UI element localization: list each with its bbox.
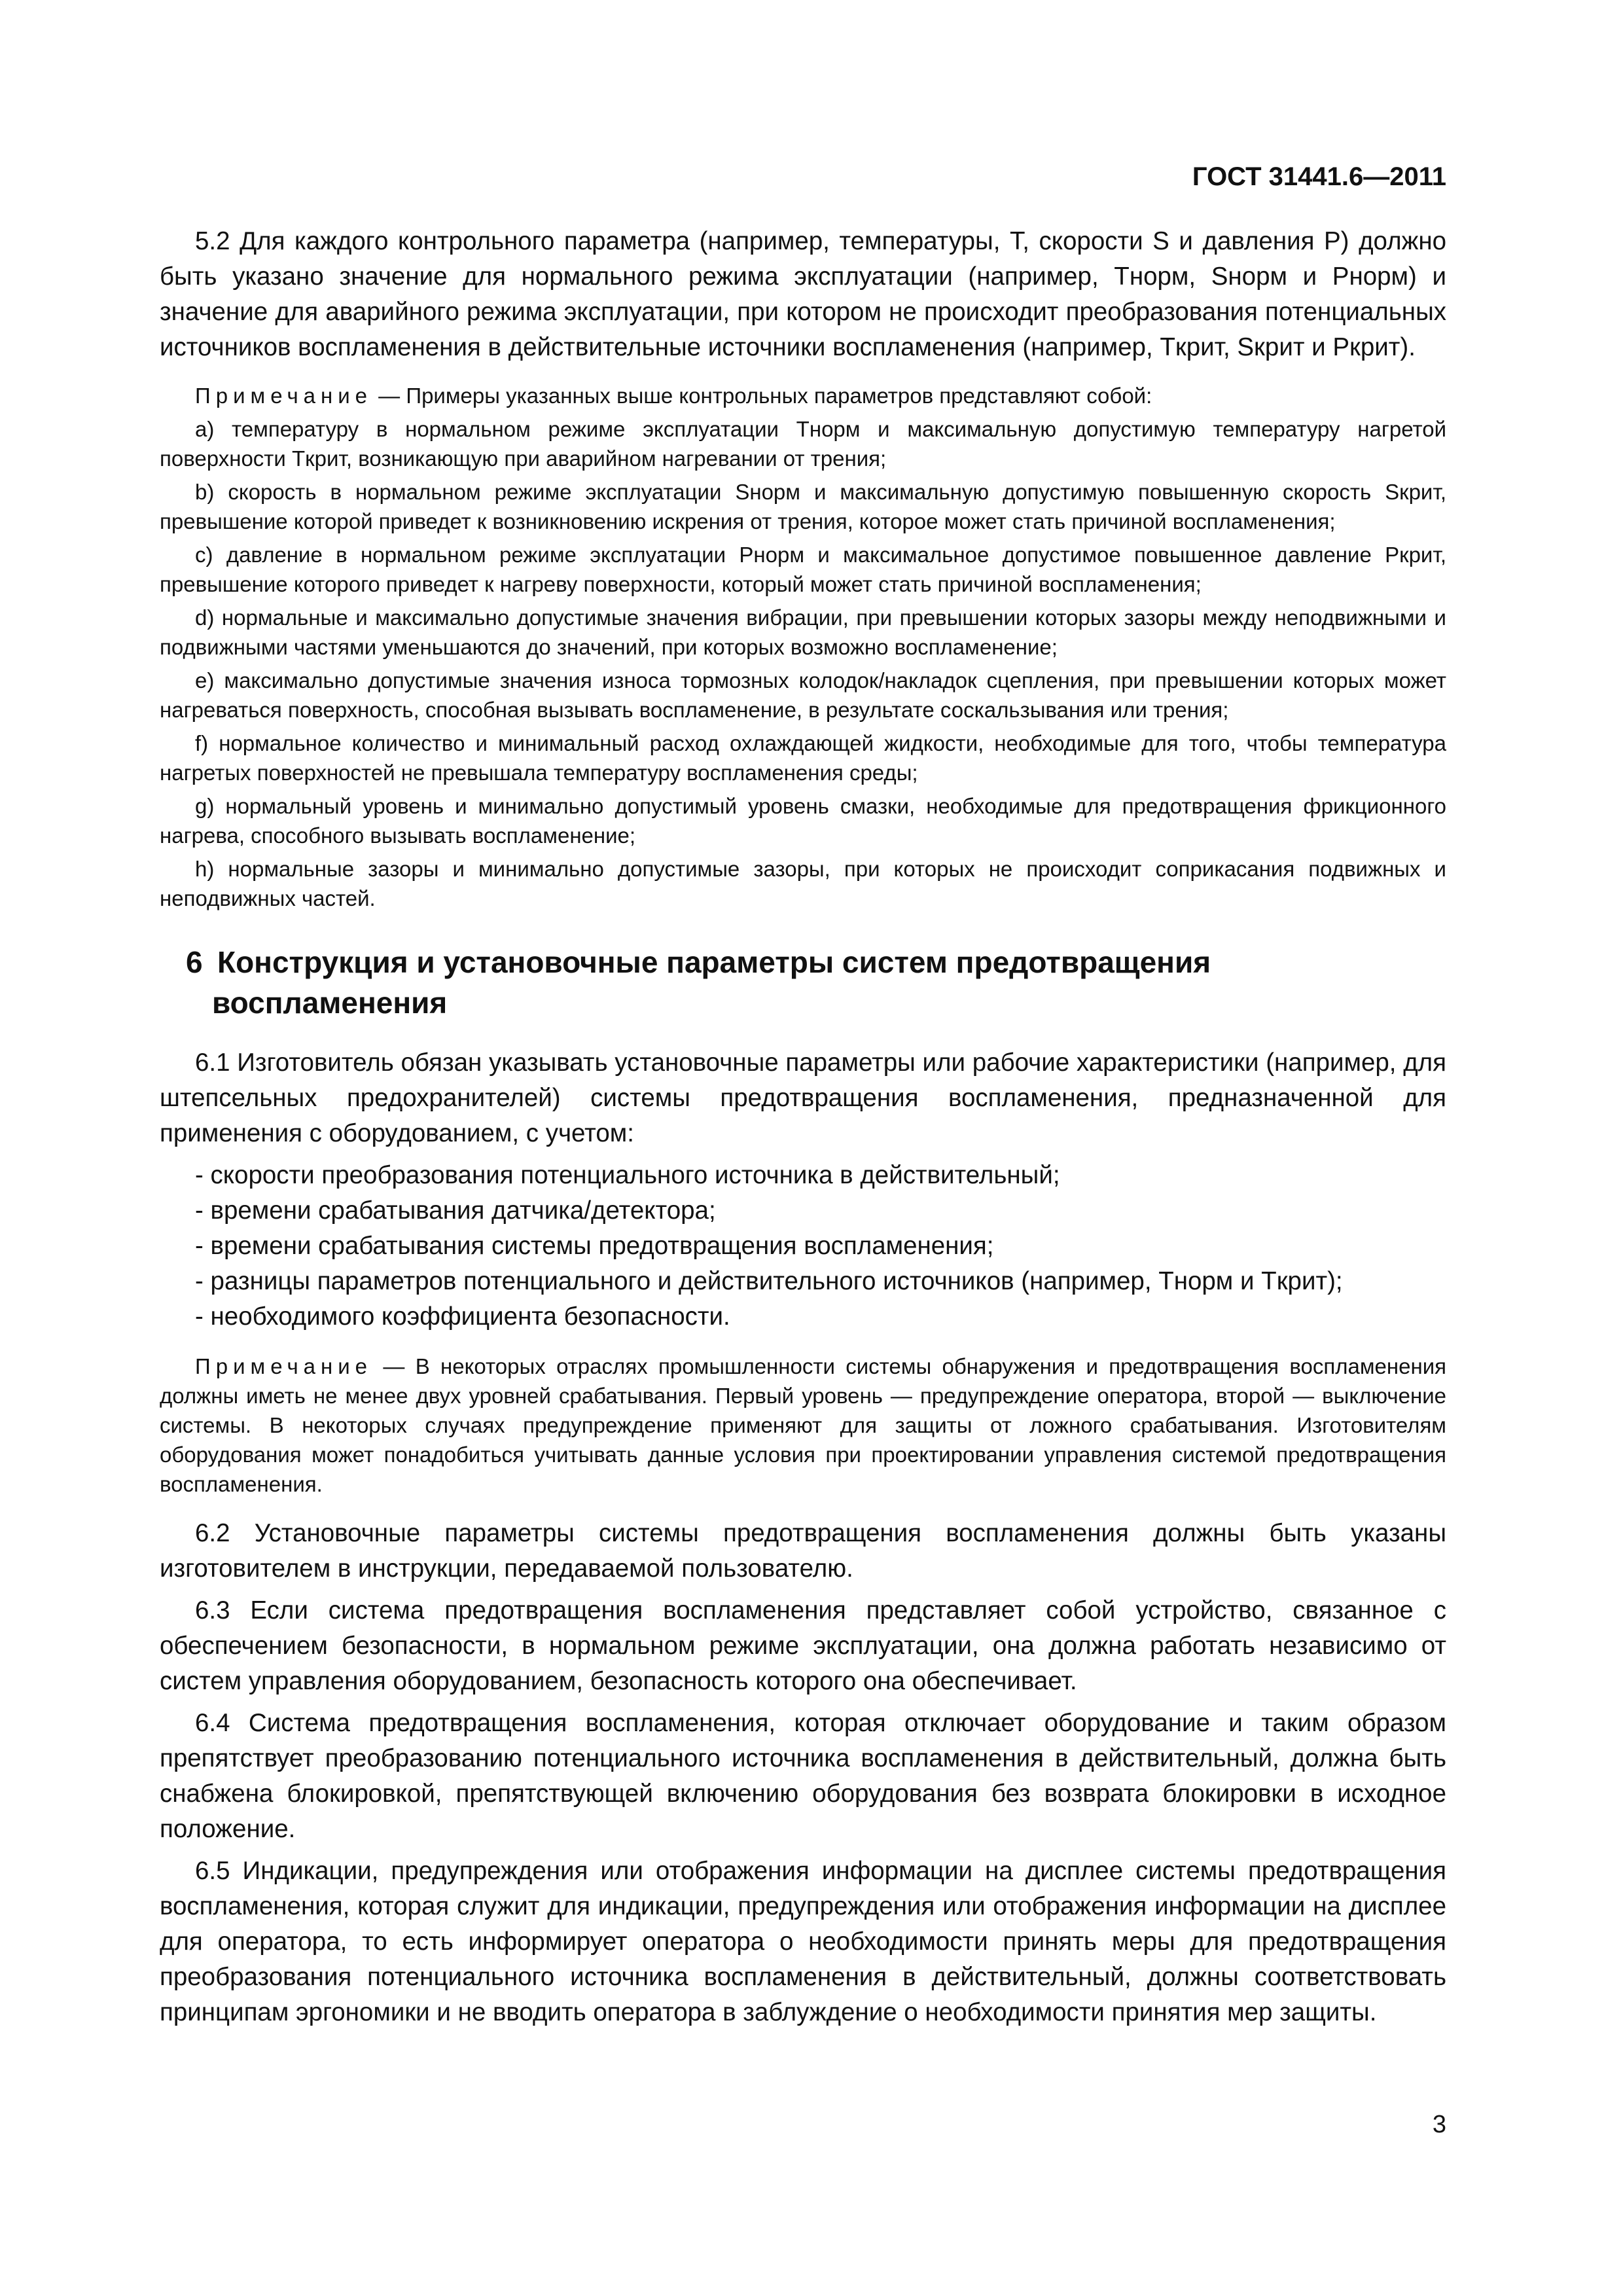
note-2-lead: Примечание — [195, 1354, 373, 1378]
note-1-item-f: f) нормальное количество и минимальный расход охлаждающей жидкости, необходимые для того, чтобы температура нагретых поверхностей не превышала температуру воспламенения среды; — [160, 731, 1446, 785]
note-1-intro — [160, 381, 1446, 410]
page-number: 3 — [1432, 2111, 1446, 2138]
clause-6-2: 6.2 Установочные параметры системы предотвращения воспламенения должны быть указаны изготовителем в инструкции, передаваемой пользователю. — [160, 1519, 1446, 1583]
note-2 — [160, 1352, 1446, 1499]
note-1-text: — Примеры указанных выше контрольных параметров представляют собой: — [372, 384, 1152, 408]
list-item: - необходимого коэффициента безопасности. — [195, 1299, 1446, 1335]
clause-6-3: 6.3 Если система предотвращения воспламенения представляет собой устройство, связанное с обеспечением безопасности, в нормальном режиме эксплуатации, она должна работать независимо от систем управления оборудованием, безопасность которого она обеспечивает. — [160, 1596, 1446, 1695]
section-6-title: Конструкция и установочные параметры систем предотвращения воспламенения — [212, 945, 1211, 1020]
document-code: ГОСТ 31441.6—2011 — [1192, 162, 1446, 191]
note-1-item-c: c) давление в нормальном режиме эксплуатации Pнорм и максимальное допустимое повышенное давление Pкрит, превышение которого приведет к нагреву поверхности, который может стать причиной воспламенения; — [160, 543, 1446, 596]
note-1-item-e: e) максимально допустимые значения износа тормозных колодок/накладок сцепления, при превышении которых может нагреваться поверхность, способная вызывать воспламенение, в результате соскальзывания или трения; — [160, 668, 1446, 722]
page-content — [160, 224, 1446, 2037]
section-6-number: 6 — [186, 945, 203, 979]
section-6-heading — [186, 942, 1446, 1023]
note-1-item-g: g) нормальный уровень и минимально допустимый уровень смазки, необходимые для предотвращения фрикционного нагрева, способного вызывать воспламенение; — [160, 794, 1446, 848]
note-1-item-b: b) скорость в нормальном режиме эксплуатации Sнорм и максимальную допустимую повышенную скорость Sкрит, превышение которой приведет к возникновению искрения от трения, которое может стать причиной воспламенения; — [160, 480, 1446, 533]
clause-6-4: 6.4 Система предотвращения воспламенения, которая отключает оборудование и таким образом препятствует преобразованию потенциального источника воспламенения в действительный, должна быть снабжена блокировкой, препятствующей включению оборудования без возврата блокировки в исходное положение. — [160, 1709, 1446, 1843]
list-item: - разницы параметров потенциального и действительного источников (например, Tнорм и Tкрит); — [195, 1264, 1446, 1299]
note-block-1 — [160, 381, 1446, 913]
clause-6-1: 6.1 Изготовитель обязан указывать установочные параметры или рабочие характеристики (например, для штепсельных предохранителей) системы предотвращения воспламенения, предназначенной для применения с оборудованием, с учетом: — [160, 1049, 1446, 1147]
note-block-2 — [160, 1352, 1446, 1499]
note-1-lead: Примечание — [195, 384, 373, 408]
note-1-item-a: a) температуру в нормальном режиме эксплуатации Tнорм и максимальную допустимую температуру нагретой поверхности Tкрит, возникающую при аварийном нагревании от трения; — [160, 417, 1446, 471]
list-item: - скорости преобразования потенциального источника в действительный; — [195, 1158, 1446, 1193]
list-item: - времени срабатывания датчика/детектора; — [195, 1193, 1446, 1229]
clause-6-5: 6.5 Индикации, предупреждения или отображения информации на дисплее системы предотвращения воспламенения, которая служит для индикации, предупреждения или отображения информации на дисплее для оператора, то есть информирует оператора о необходимости принять меры для предотвращения преобразования потенциального источника воспламенения в действительный, должны соответствовать принципам эргономики и не вводить оператора в заблуждение о необходимости принятия мер защиты. — [160, 1857, 1446, 2026]
note-1-item-d: d) нормальные и максимально допустимые значения вибрации, при превышении которых зазоры между неподвижными и подвижными частями уменьшаются до значений, при которых возможно воспламенение; — [160, 605, 1446, 659]
clause-5-2: 5.2 Для каждого контрольного параметра (например, температуры, T, скорости S и давления P) должно быть указано значение для нормального режима эксплуатации (например, Tнорм, Sнорм и Pнорм) и значение для аварийного режима эксплуатации, при котором не происходит преобразования потенциальных источников воспламенения в действительные источники воспламенения (например, Tкрит, Sкрит и Pкрит). — [160, 227, 1446, 361]
note-2-text: — В некоторых отраслях промышленности системы обнаружения и предотвращения воспламенения должны иметь не менее двух уровней срабатывания. Первый уровень — предупреждение оператора, второй — выключение системы. В некоторых случаях предупреждение применяют для защиты от ложного срабатывания. Изготовителям оборудования может понадобиться учитывать данные условия при проектировании управления системой предотвращения воспламенения. — [160, 1354, 1446, 1496]
list-item: - времени срабатывания системы предотвращения воспламенения; — [195, 1229, 1446, 1264]
note-1-item-h: h) нормальные зазоры и минимально допустимые зазоры, при которых не происходит соприкасания подвижных и неподвижных частей. — [160, 857, 1446, 910]
clause-6-1-list — [160, 1158, 1446, 1335]
